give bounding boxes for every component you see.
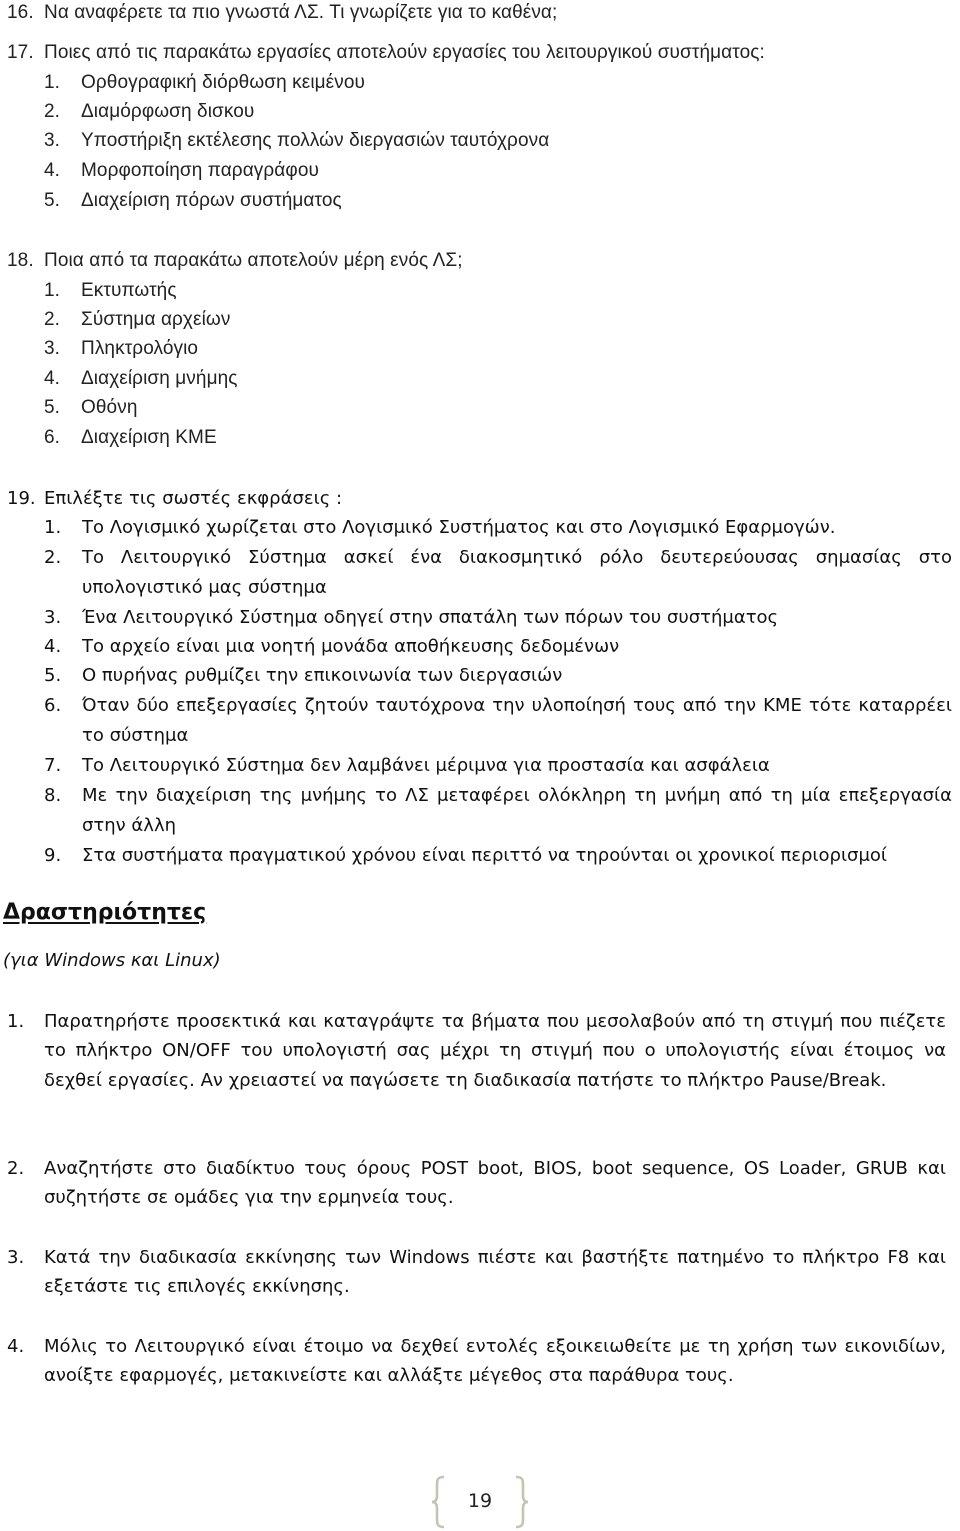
item-text: Διαχείριση μνήμης [81, 368, 238, 389]
list-item [44, 72, 365, 94]
item-number: 1. [44, 517, 62, 538]
item-number: 2. [7, 1158, 25, 1179]
item-number: 2. [44, 547, 62, 568]
item-text: Ο πυρήνας ρυθμίζει την επικοινωνία των διεργασιών [82, 665, 563, 686]
item-number: 3. [44, 338, 61, 359]
item-number: 5. [44, 397, 61, 418]
item-number: 6. [44, 695, 62, 716]
question-16 [7, 2, 557, 24]
list-item [44, 397, 137, 419]
item-text: Ορθογραφική διόρθωση κειμένου [81, 72, 366, 93]
item-text: Διαχείριση πόρων συστήματος [81, 190, 342, 211]
item-text: Υποστήριξη εκτέλεσης πολλών διεργασιών ταυτόχρονα [81, 130, 550, 151]
list-item [44, 101, 254, 123]
question-text: Ποια από τα παρακάτω αποτελούν μέρη ενός ΛΣ; [44, 250, 463, 271]
item-number: 1. [44, 72, 61, 93]
page-number: 19 [467, 1490, 493, 1512]
item-number: 1. [44, 280, 61, 301]
page-footer [430, 1474, 530, 1530]
section-subtitle: (για Windows και Linux) [3, 950, 221, 971]
item-number: 1. [7, 1011, 25, 1032]
item-text: Σύστημα αρχείων [81, 309, 231, 330]
question-text: Ποιες από τις παρακάτω εργασίες αποτελούν εργασίες του λειτουργικού συστήματος: [44, 42, 765, 63]
question-17 [7, 42, 765, 64]
item-text: Κατά την διαδικασία εκκίνησης των Windows πιέστε και βαστήξτε πατημένο το πλήκτρο F8 και εξετάστε τις επιλογές εκκίνησης. [44, 1247, 946, 1298]
item-number: 5. [44, 190, 61, 211]
question-text: Να αναφέρετε τα πιο γνωστά ΛΣ. Τι γνωρίζετε για το καθένα; [44, 2, 558, 23]
item-number: 4. [44, 636, 62, 657]
item-text: Οθόνη [81, 397, 138, 418]
question-number: 19. [7, 488, 36, 509]
item-text: Μόλις το Λειτουργικό είναι έτοιμο να δεχθεί εντολές εξοικειωθείτε με τη χρήση των εικονιδίων, ανοίξτε εφαρμογές, μετακινείστε και αλλάξτε μέγεθος στα παράθυρα τους. [44, 1336, 946, 1387]
item-number: 7. [44, 755, 62, 776]
list-item [44, 427, 217, 449]
item-text: Διαχείριση ΚΜΕ [81, 427, 217, 448]
question-18 [7, 250, 463, 272]
item-number: 4. [7, 1336, 25, 1357]
item-number: 4. [44, 368, 61, 389]
item-number: 8. [44, 785, 62, 806]
question-number: 18. [7, 250, 34, 271]
item-text: Μορφοποίηση παραγράφου [81, 160, 319, 181]
item-text: Εκτυπωτής [81, 280, 177, 301]
list-item [44, 190, 342, 212]
item-text: Το Λειτουργικό Σύστημα ασκεί ένα διακοσμητικό ρόλο δευτερεύουσας σημασίας στο υπολογιστικό μας σύστημα [82, 547, 952, 598]
question-number: 17. [7, 42, 34, 63]
list-item [44, 280, 177, 302]
list-item [44, 368, 238, 390]
question-number: 16. [7, 2, 34, 23]
item-text: Με την διαχείριση της μνήμης το ΛΣ μεταφέρει ολόκληρη τη μνήμη από τη μία επεξεργασία στην άλλη [82, 785, 952, 836]
item-number: 9. [44, 845, 62, 866]
list-item [44, 338, 198, 360]
item-number: 3. [44, 130, 61, 151]
item-text: Το Λογισμικό χωρίζεται στο Λογισμικό Συστήματος και στο Λογισμικό Εφαρμογών. [82, 517, 836, 538]
list-item [44, 309, 230, 331]
item-text: Το Λειτουργικό Σύστημα δεν λαμβάνει μέριμνα για προστασία και ασφάλεια [82, 755, 770, 776]
item-number: 4. [44, 160, 61, 181]
item-text: Στα συστήματα πραγματικού χρόνου είναι περιττό να τηρούνται οι χρονικοί περιορισμοί [82, 845, 888, 866]
section-title: Δραστηριότητες [3, 900, 207, 925]
item-text: Ένα Λειτουργικό Σύστημα οδηγεί στην σπατάλη των πόρων του συστήματος [82, 607, 779, 628]
item-text: Παρατηρήστε προσεκτικά και καταγράψτε τα βήματα που μεσολαβούν από τη στιγμή που πιέζετε το πλήκτρο ON/OFF του υπολογιστή σας μέχρι τη στιγμή που ο υπολογιστής είναι έτοιμος να δεχθεί εργασίες. Αν χρειαστεί να παγώσετε τη διαδικασία πατήστε το πλήκτρο Pause/Break. [44, 1011, 946, 1091]
question-19 [7, 488, 342, 509]
item-number: 6. [44, 427, 61, 448]
list-item [44, 160, 319, 182]
question-text: Επιλέξτε τις σωστές εκφράσεις : [44, 488, 343, 509]
item-text: Όταν δύο επεξεργασίες ζητούν ταυτόχρονα την υλοποίησή τους από την ΚΜΕ τότε καταρρέει το σύστημα [82, 695, 952, 746]
item-number: 2. [44, 309, 61, 330]
item-number: 2. [44, 101, 61, 122]
item-text: Διαμόρφωση δισκου [81, 101, 255, 122]
list-item [44, 130, 549, 152]
item-number: 3. [44, 607, 62, 628]
item-text: Πληκτρολόγιο [81, 338, 199, 359]
item-text: Αναζητήστε στο διαδίκτυο τους όρους POST boot, BIOS, boot sequence, OS Loader, GRUB και συζητήστε σε ομάδες για την ερμηνεία τους. [44, 1158, 946, 1209]
item-number: 3. [7, 1247, 25, 1268]
item-text: Το αρχείο είναι μια νοητή μονάδα αποθήκευσης δεδομένων [82, 636, 620, 657]
item-number: 5. [44, 665, 62, 686]
